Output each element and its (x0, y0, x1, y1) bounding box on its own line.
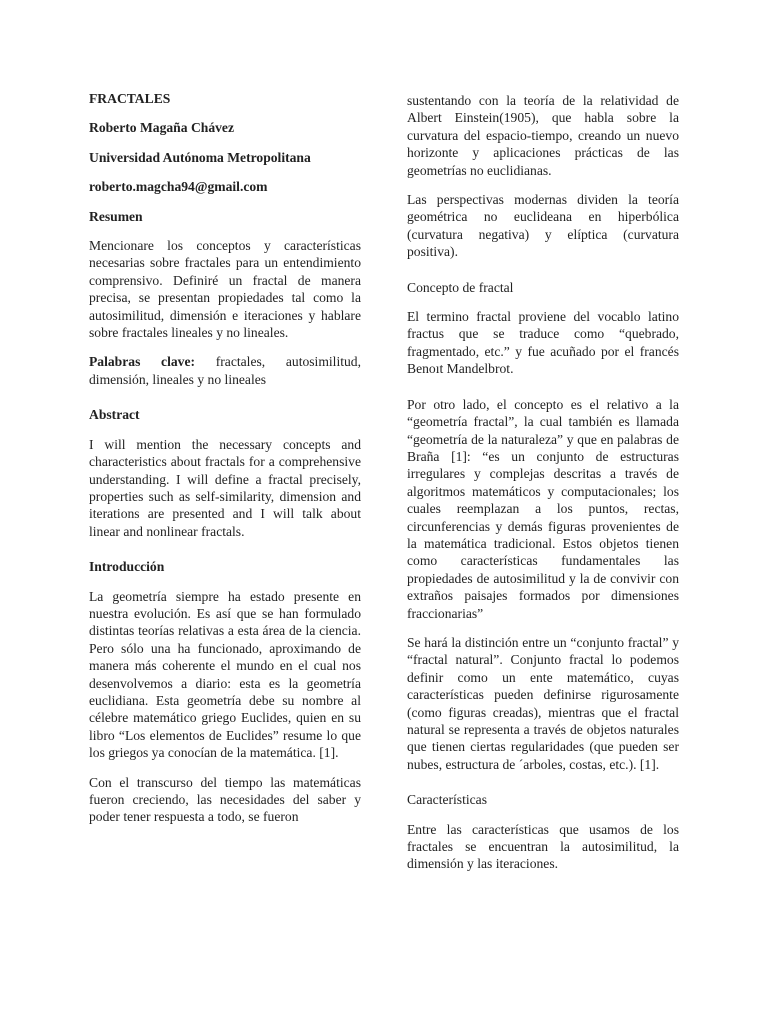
abstract-text: I will mention the necessary concepts and characteristics about fractals for a comprehensive understanding. I will define a fractal precisely, properties such as self-similarity, dimension and iterations are presented and I will talk about linear and nonlinear fractals. (89, 436, 361, 539)
institution-name: Universidad Autónoma Metropolitana (89, 149, 311, 165)
author-name: Roberto Magaña Chávez (89, 120, 234, 136)
keywords-text: fractales, autosimilitud, dimensión, lineales y no lineales (89, 354, 362, 387)
body-paragraph-2: Las perspectivas modernas dividen la teoría geométrica no euclideana en hiperbólica (curvatura negativa) y elíptica (curvatura positiva). (407, 192, 679, 260)
paper-title: FRACTALES (89, 91, 171, 106)
body-paragraph-3: El termino fractal proviene del vocablo latino fractus que se traduce como “quebrado, fragmentado, etc.” y fue acuñado por el francés Benoıt Mandelbrot. (407, 309, 679, 377)
concepto-heading: Concepto de fractal (407, 279, 514, 295)
right-column (407, 92, 679, 885)
keywords-label: Palabras clave: (89, 354, 196, 370)
body-paragraph-5: Se hará la distinción entre un “conjunto fractal” y “fractal natural”. Conjunto fractal lo podemos definir como un ente matemático, cuyas características pueden definirse rigurosamente (como figuras creadas), mientras que el fractal natural se representa a través de objetos naturales que tienen ciertas regularidades (que pueden ser nubes, estructura de ´arboles, costas, etc.). [1]. (407, 634, 679, 772)
body-paragraph-1: sustentando con la teoría de la relatividad de Albert Einstein(1905), que habla sobre la curvatura del espacio-tiempo, creando un nuevo horizonte y aplicaciones prácticas de las geometrías no euclidianas. (407, 93, 679, 178)
author-email: roberto.magcha94@gmail.com (89, 179, 268, 195)
resumen-heading: Resumen (89, 208, 143, 224)
introduccion-paragraph-2: Con el transcurso del tiempo las matemáticas fueron creciendo, las necesidades del saber y poder tener respuesta a todo, se fueron (89, 774, 361, 825)
abstract-heading: Abstract (89, 407, 140, 423)
body-paragraph-6: Entre las características que usamos de los fractales se encuentran la autosimilitud, la dimensión y las iteraciones. (407, 821, 679, 872)
left-column (89, 90, 361, 838)
body-paragraph-4: Por otro lado, el concepto es el relativo a la “geometría fractal”, la cual también es llamada “geometría de la naturaleza” y que en palabras de Braña [1]: “es un conjunto de estructuras irregulares y complejas descritas a través de algoritmos matemáticos y computacionales; los cuales reemplazan a los puntos, rectas, circunferencias y demás figuras provenientes de la matemática tradicional. Estos objetos tienen como características fundamentales las propiedades de autosimilitud y la de convivir con extraños paisajes formados por dimensiones fraccionarias” (407, 396, 679, 621)
introduccion-paragraph-1: La geometría siempre ha estado presente en nuestra evolución. Es así que se han formulado distintas teorías relativas a esta área de la ciencia. Pero sólo una ha funcionado, aproximando de manera más coherente el mundo en el cual nos desenvolvemos a diario: esta es la geometría euclidiana. Esta geometría debe su nombre al célebre matemático griego Euclides, quien en su libro “Los elementos de Euclides” resume lo que los griegos ya conocían de la matemática. [1]. (89, 588, 361, 761)
resumen-text: Mencionare los conceptos y características necesarias sobre fractales para un entendimiento comprensivo. Definiré un fractal de manera precisa, se presentan propiedades tal como la autosimilitud, dimensión e iteraciones y hablare sobre fractales lineales y no lineales. (89, 238, 361, 341)
caracteristicas-heading: Características (407, 792, 488, 808)
keywords-paragraph (89, 353, 361, 388)
introduccion-heading: Introducción (89, 559, 165, 575)
